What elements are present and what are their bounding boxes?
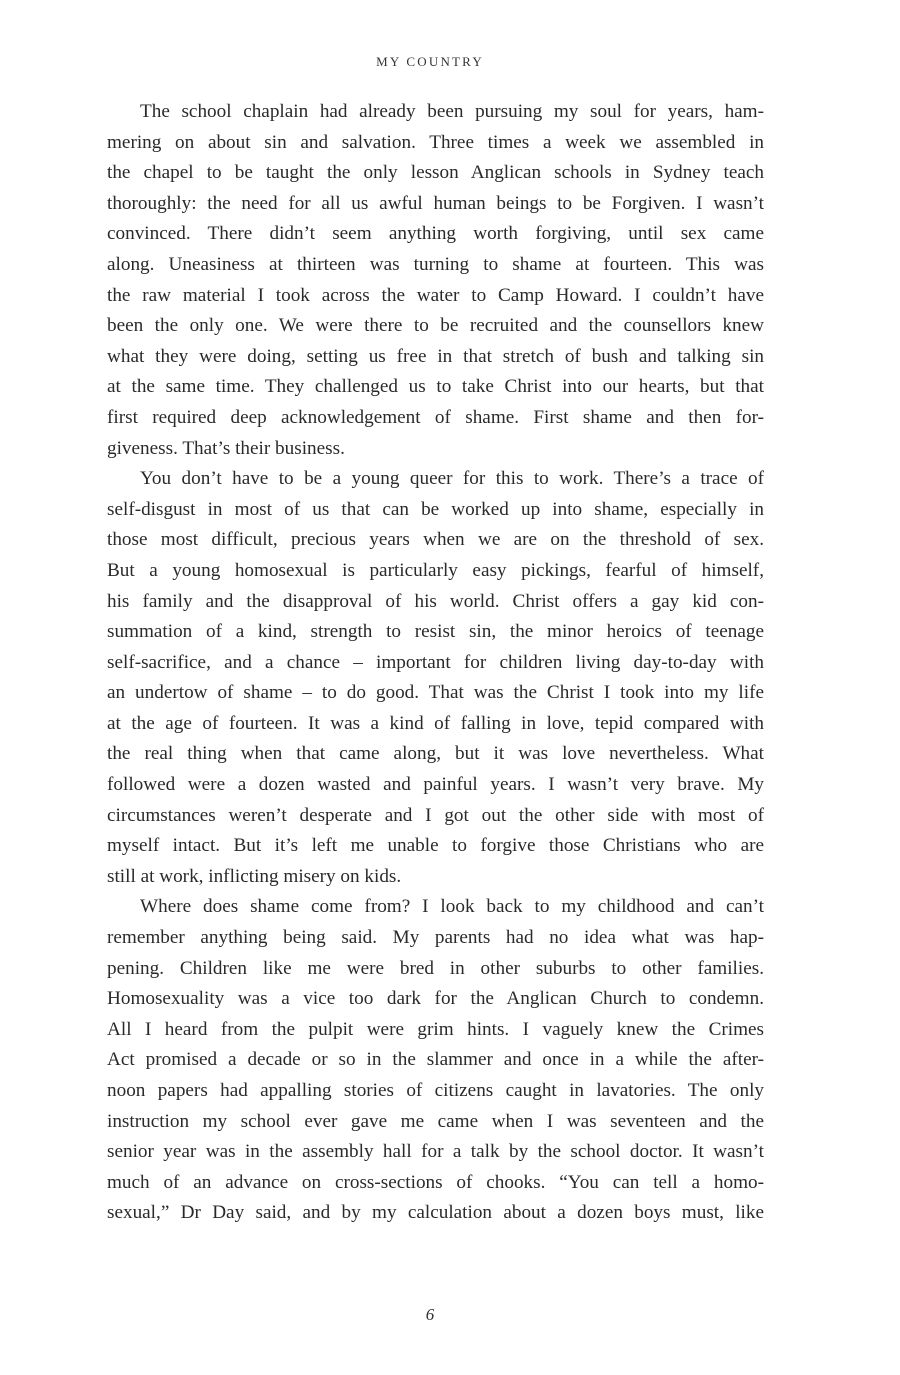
text-line: pening. Children like me were bred in other suburbs to other families.	[107, 957, 764, 979]
paragraph	[107, 892, 764, 1229]
text-line: mering on about sin and salvation. Three times a week we assembled in	[107, 131, 764, 153]
text-line: All I heard from the pulpit were grim hints. I vaguely knew the Crimes	[107, 1018, 764, 1040]
text-line: giveness. That’s their business.	[107, 437, 345, 459]
text-line: circumstances weren’t desperate and I got out the other side with most of	[107, 804, 764, 826]
text-line: You don’t have to be a young queer for this to work. There’s a trace of	[140, 468, 764, 490]
text-line: followed were a dozen wasted and painful years. I wasn’t very brave. My	[107, 774, 764, 796]
text-line: still at work, inflicting misery on kids.	[107, 865, 402, 887]
running-head: MY COUNTRY	[376, 54, 484, 69]
text-line: remember anything being said. My parents had no idea what was hap-	[107, 927, 764, 949]
text-line: what they were doing, setting us free in that stretch of bush and talking sin	[107, 345, 764, 367]
text-line: sexual,” Dr Day said, and by my calculation about a dozen boys must, like	[107, 1202, 764, 1224]
text-line: noon papers had appalling stories of citizens caught in lavatories. The only	[107, 1080, 764, 1101]
text-line: thoroughly: the need for all us awful human beings to be Forgiven. I wasn’t	[107, 192, 764, 214]
page-number: 6	[425, 1305, 435, 1324]
text-line: been the only one. We were there to be recruited and the counsellors knew	[107, 315, 764, 337]
text-line: those most difficult, precious years when we are on the threshold of sex.	[107, 529, 764, 551]
paragraph	[107, 464, 764, 892]
text-line: self-disgust in most of us that can be worked up into shame, especially in	[107, 498, 764, 520]
text-line: myself intact. But it’s left me unable to forgive those Christians who are	[107, 835, 764, 857]
text-line: his family and the disapproval of his world. Christ offers a gay kid con-	[107, 590, 764, 612]
text-line: self-sacrifice, and a chance – important for children living day-to-day with	[107, 651, 764, 673]
text-line: instruction my school ever gave me came when I was seventeen and the	[107, 1110, 764, 1132]
body-text	[107, 97, 764, 1229]
text-line: the raw material I took across the water to Camp Howard. I couldn’t have	[107, 284, 764, 306]
text-line: Act promised a decade or so in the slammer and once in a while the after-	[107, 1049, 764, 1071]
paragraph	[107, 97, 764, 464]
text-line: first required deep acknowledgement of shame. First shame and then for-	[107, 406, 764, 428]
text-line: at the age of fourteen. It was a kind of falling in love, tepid compared with	[107, 712, 764, 734]
text-line: summation of a kind, strength to resist sin, the minor heroics of teenage	[107, 621, 764, 643]
text-line: much of an advance on cross-sections of chooks. “You can tell a homo-	[107, 1171, 764, 1193]
text-line: the real thing when that came along, but it was love nevertheless. What	[107, 743, 764, 765]
text-line: along. Uneasiness at thirteen was turning to shame at fourteen. This was	[107, 253, 764, 275]
text-line: Where does shame come from? I look back to my childhood and can’t	[140, 896, 764, 918]
text-line: senior year was in the assembly hall for a talk by the school doctor. It wasn’t	[107, 1141, 764, 1163]
text-line: an undertow of shame – to do good. That was the Christ I took into my life	[107, 682, 764, 704]
text-line: at the same time. They challenged us to take Christ into our hearts, but that	[107, 376, 764, 398]
text-line: convinced. There didn’t seem anything worth forgiving, until sex came	[107, 223, 764, 245]
text-line: The school chaplain had already been pursuing my soul for years, ham-	[140, 101, 764, 122]
text-line: Homosexuality was a vice too dark for the Anglican Church to condemn.	[107, 988, 764, 1010]
text-line: But a young homosexual is particularly easy pickings, fearful of himself,	[107, 559, 764, 581]
text-line: the chapel to be taught the only lesson Anglican schools in Sydney teach	[107, 162, 764, 184]
